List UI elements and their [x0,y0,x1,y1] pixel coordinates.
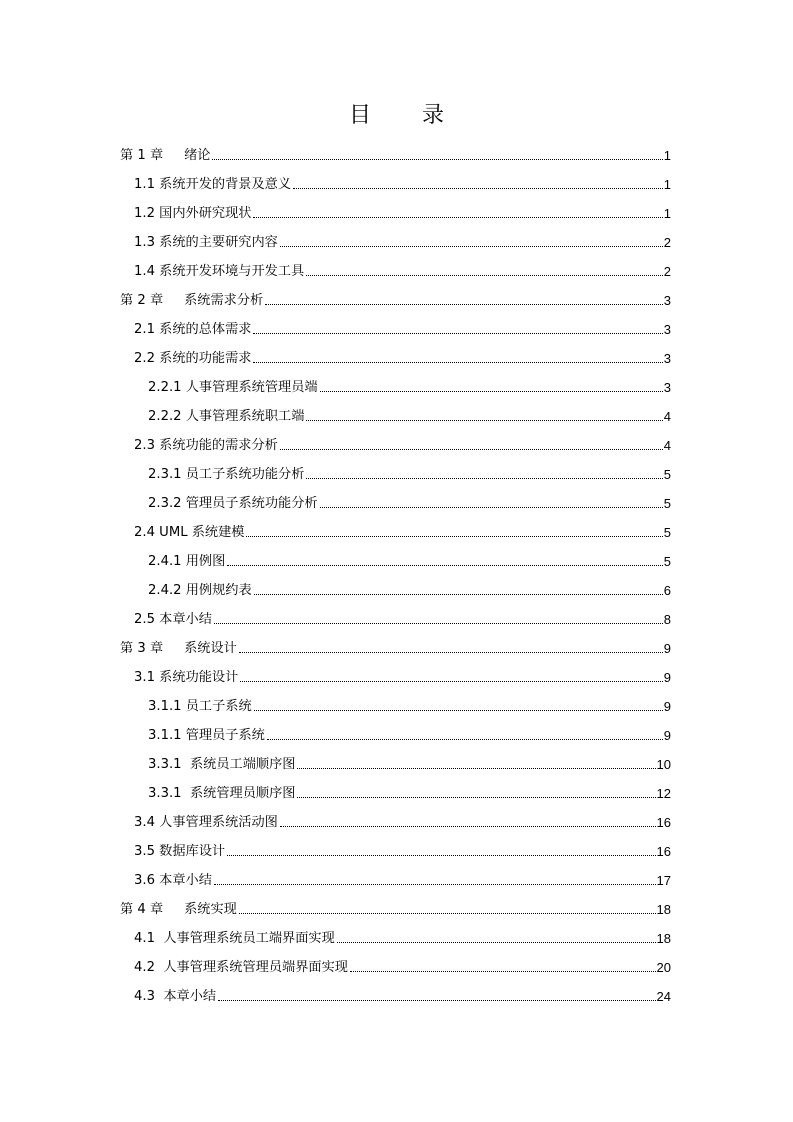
toc-entry-label: 2.4.1 用例图 [148,554,226,569]
toc-entry-label: 1.4 系统开发环境与开发工具 [134,264,305,279]
toc-section-entry[interactable] [120,745,671,774]
toc-entry-label: 2.5 本章小结 [134,612,212,627]
toc-entry-label: 1.2 国内外研究现状 [134,206,252,221]
dot-leader [239,912,656,914]
toc-entry-page-number: 3 [663,322,671,337]
toc-section-entry[interactable] [120,948,671,977]
toc-entry-page-number: 1 [663,148,671,163]
dot-leader [306,477,662,479]
toc-entry-page-number: 18 [656,931,671,946]
toc-section-entry[interactable] [120,571,671,600]
dot-leader [240,680,662,682]
toc-section-entry[interactable] [120,194,671,223]
toc-section-entry[interactable] [120,223,671,252]
toc-section-entry[interactable] [120,513,671,542]
dot-leader [320,390,663,392]
toc-section-entry[interactable] [120,832,671,861]
toc-section-entry[interactable] [120,774,671,803]
dot-leader [280,448,663,450]
toc-entry-label: 3.3.1 系统管理员顺序图 [148,786,296,801]
dot-leader [212,158,662,160]
toc-entry-label: 第 3 章 系统设计 [120,641,237,656]
dot-leader [297,767,655,769]
dot-leader [337,941,656,943]
dot-leader [214,883,656,885]
table-of-contents [120,136,671,1006]
toc-chapter-entry[interactable] [120,136,671,165]
dot-leader [350,970,656,972]
toc-entry-page-number: 3 [663,380,671,395]
toc-entry-page-number: 5 [663,525,671,540]
dot-leader [254,709,663,711]
toc-entry-page-number: 2 [663,235,671,250]
toc-entry-page-number: 10 [656,757,671,772]
toc-entry-label: 4.1 人事管理系统员工端界面实现 [134,931,335,946]
toc-entry-label: 3.5 数据库设计 [134,844,226,859]
dot-leader [246,535,662,537]
toc-entry-label: 3.3.1 系统员工端顺序图 [148,757,296,772]
toc-section-entry[interactable] [120,455,671,484]
dot-leader [214,622,663,624]
toc-entry-page-number: 16 [656,844,671,859]
toc-section-entry[interactable] [120,339,671,368]
toc-entry-page-number: 9 [663,728,671,743]
toc-section-entry[interactable] [120,542,671,571]
toc-entry-page-number: 9 [663,699,671,714]
toc-entry-page-number: 18 [656,902,671,917]
dot-leader [280,825,656,827]
toc-entry-page-number: 3 [663,351,671,366]
toc-entry-page-number: 6 [663,583,671,598]
toc-section-entry[interactable] [120,803,671,832]
dot-leader [253,216,662,218]
toc-entry-label: 4.3 本章小结 [134,989,217,1004]
toc-entry-page-number: 20 [656,960,671,975]
dot-leader [293,187,663,189]
dot-leader [306,274,663,276]
toc-entry-label: 3.1.1 管理员子系统 [148,728,265,743]
toc-entry-label: 2.3.1 员工子系统功能分析 [148,467,305,482]
toc-entry-page-number: 4 [663,409,671,424]
dot-leader [265,303,663,305]
dot-leader [227,564,662,566]
toc-entry-label: 2.3 系统功能的需求分析 [134,438,278,453]
toc-entry-page-number: 2 [663,264,671,279]
toc-entry-label: 2.4 UML 系统建模 [134,525,245,540]
toc-entry-label: 3.6 本章小结 [134,873,212,888]
toc-entry-page-number: 24 [656,989,671,1004]
toc-entry-label: 4.2 人事管理系统管理员端界面实现 [134,960,348,975]
dot-leader [267,738,663,740]
dot-leader [306,419,662,421]
toc-section-entry[interactable] [120,368,671,397]
dot-leader [227,854,655,856]
toc-entry-label: 2.1 系统的总体需求 [134,322,252,337]
toc-entry-label: 第 4 章 系统实现 [120,902,237,917]
dot-leader [297,796,655,798]
toc-entry-label: 第 2 章 系统需求分析 [120,293,264,308]
toc-entry-label: 3.1.1 员工子系统 [148,699,252,714]
toc-section-entry[interactable] [120,252,671,281]
dot-leader [239,651,663,653]
dot-leader [280,245,663,247]
toc-entry-page-number: 9 [663,670,671,685]
toc-entry-page-number: 5 [663,554,671,569]
toc-section-entry[interactable] [120,861,671,890]
toc-entry-label: 1.3 系统的主要研究内容 [134,235,278,250]
toc-entry-page-number: 1 [663,177,671,192]
toc-entry-page-number: 5 [663,467,671,482]
toc-section-entry[interactable] [120,919,671,948]
toc-entry-page-number: 1 [663,206,671,221]
toc-section-entry[interactable] [120,397,671,426]
toc-entry-page-number: 9 [663,641,671,656]
toc-section-entry[interactable] [120,658,671,687]
toc-section-entry[interactable] [120,310,671,339]
toc-entry-label: 3.1 系统功能设计 [134,670,239,685]
toc-chapter-entry[interactable] [120,890,671,919]
toc-entry-label: 2.2.1 人事管理系统管理员端 [148,380,318,395]
dot-leader [218,999,655,1001]
dot-leader [320,506,663,508]
toc-entry-label: 2.2.2 人事管理系统职工端 [148,409,305,424]
toc-section-entry[interactable] [120,426,671,455]
toc-entry-page-number: 8 [663,612,671,627]
toc-chapter-entry[interactable] [120,281,671,310]
toc-entry-page-number: 5 [663,496,671,511]
dot-leader [254,593,663,595]
toc-entry-label: 3.4 人事管理系统活动图 [134,815,278,830]
toc-chapter-entry[interactable] [120,629,671,658]
toc-section-entry[interactable] [120,687,671,716]
toc-entry-page-number: 3 [663,293,671,308]
toc-entry-page-number: 17 [656,873,671,888]
toc-entry-label: 1.1 系统开发的背景及意义 [134,177,292,192]
toc-entry-page-number: 12 [656,786,671,801]
toc-section-entry[interactable] [120,716,671,745]
toc-entry-page-number: 4 [663,438,671,453]
dot-leader [253,332,662,334]
toc-entry-label: 第 1 章 绪论 [120,148,211,163]
dot-leader [253,361,662,363]
toc-section-entry[interactable] [120,484,671,513]
toc-section-entry[interactable] [120,600,671,629]
toc-section-entry[interactable] [120,165,671,194]
toc-section-entry[interactable] [120,977,671,1006]
toc-entry-label: 2.3.2 管理员子系统功能分析 [148,496,318,511]
toc-entry-label: 2.4.2 用例规约表 [148,583,252,598]
toc-title: 目 录 [349,103,466,128]
toc-entry-page-number: 16 [656,815,671,830]
toc-entry-label: 2.2 系统的功能需求 [134,351,252,366]
